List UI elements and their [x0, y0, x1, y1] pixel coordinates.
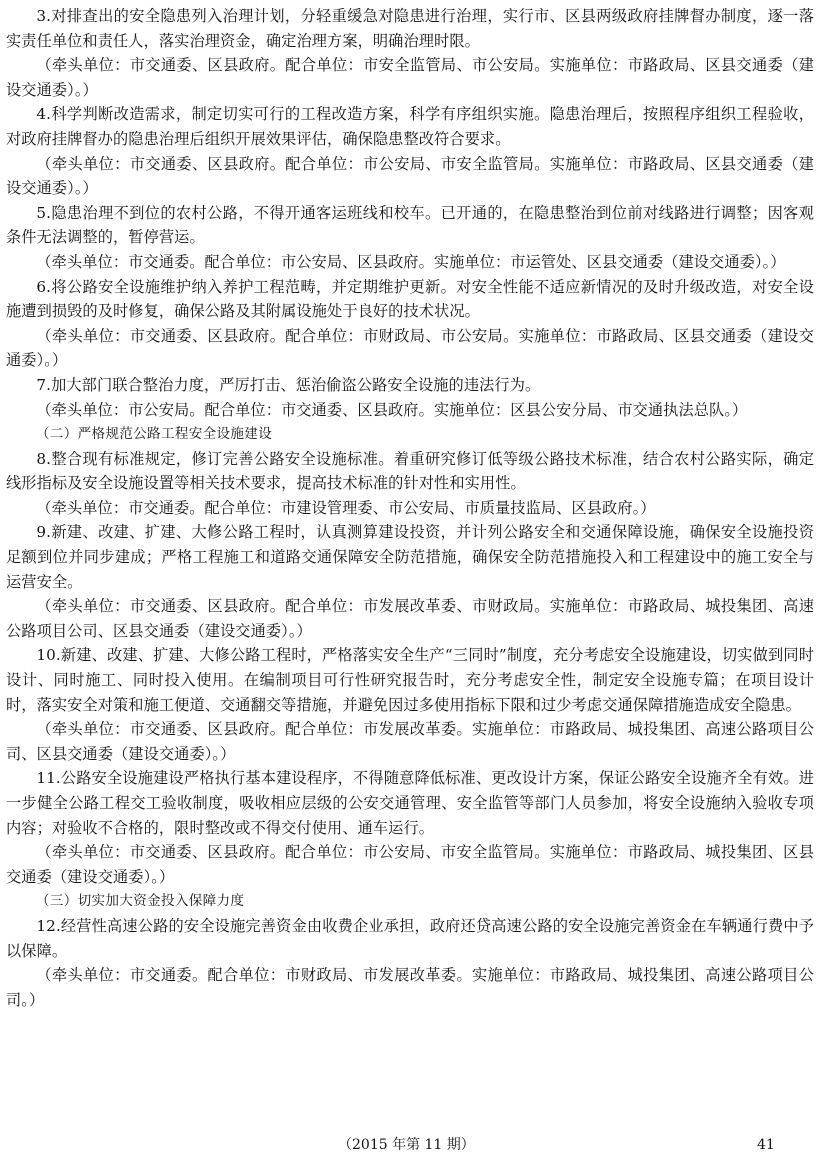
body-paragraph: （牵头单位：市交通委。配合单位：市公安局、区县政府。实施单位：市运管处、区县交通委（建设交通委）。）	[36, 252, 786, 271]
body-paragraph: （牵头单位：市交通委、区县政府。配合单位：市发展改革委、市财政局。实施单位：市路政局、城投集团、高速公路项目公司、区县交通委（建设交通委）。）	[6, 597, 814, 640]
page-number: 41	[757, 1137, 775, 1153]
document-body	[6, 4, 814, 1012]
issue-label: （2015 年第 11 期）	[338, 1137, 475, 1153]
body-paragraph: 12.经营性高速公路的安全设施完善资金由收费企业承担，政府还贷高速公路的安全设施完善资金在车辆通行费中予以保障。	[6, 916, 814, 960]
body-paragraph: 3.对排查出的安全隐患列入治理计划，分轻重缓急对隐患进行治理，实行市、区县两级政府挂牌督办制度，逐一落实责任单位和责任人，落实治理资金，确定治理方案，明确治理时限。	[6, 7, 814, 50]
body-paragraph: （牵头单位：市交通委、区县政府。配合单位：市安全监管局、市公安局。实施单位：市路政局、区县交通委（建设交通委）。）	[6, 56, 814, 99]
body-paragraph: （牵头单位：市交通委、区县政府。配合单位：市财政局、市公安局。实施单位：市路政局、区县交通委（建设交通委）。）	[6, 326, 814, 370]
body-paragraph: （牵头单位：市交通委、区县政府。配合单位：市公安局、市安全监管局。实施单位：市路政局、城投集团、区县交通委（建设交通委）。）	[6, 843, 814, 886]
body-paragraph: 6.将公路安全设施维护纳入养护工程范畴，并定期维护更新。对安全性能不适应新情况的及时升级改造，对安全设施遭到损毁的及时修复，确保公路及其附属设施处于良好的技术状况。	[6, 277, 814, 321]
body-paragraph: （牵头单位：市交通委、区县政府。配合单位：市公安局、市安全监管局。实施单位：市路政局、区县交通委（建设交通委）。）	[6, 154, 814, 198]
body-paragraph: 8.整合现有标准规定，修订完善公路安全设施标准。着重研究修订低等级公路技术标准，结合农村公路实际，确定线形指标及安全设施设置等相关技术要求，提高技术标准的针对性和实用性。	[6, 449, 814, 493]
page-footer	[0, 1134, 827, 1156]
section-subheading: （二）严格规范公路工程安全设施建设	[35, 426, 273, 443]
body-paragraph: 10.新建、改建、扩建、大修公路工程时，严格落实安全生产“三同时”制度，充分考虑安全设施建设，切实做到同时设计、同时施工、同时投入使用。在编制项目可行性研究报告时，充分考虑安全性，制定安全设施专篇；在项目设计时，落实安全对策和施工便道、交通翻交等措施，并避免因过多使用指标下限和过少考虑交通保障措施造成安全隐患。	[6, 646, 814, 714]
body-paragraph: 5.隐患治理不到位的农村公路，不得开通客运班线和校车。已开通的，在隐患整治到位前对线路进行调整；因客观条件无法调整的，暂停营运。	[6, 203, 814, 247]
body-paragraph: 9.新建、改建、扩建、大修公路工程时，认真测算建设投资，并计列公路安全和交通保障设施，确保安全设施投资足额到位并同步建成；严格工程施工和道路交通保障安全防范措施，确保安全防范措施投入和工程建设中的施工安全与运营安全。	[6, 523, 814, 591]
section-subheading: （三）切实加大资金投入保障力度	[35, 893, 245, 910]
body-paragraph: （牵头单位：市交通委。配合单位：市建设管理委、市公安局、市质量技监局、区县政府。）	[36, 498, 656, 517]
body-paragraph: （牵头单位：市交通委。配合单位：市财政局、市发展改革委。实施单位：市路政局、城投集团、高速公路项目公司。）	[6, 966, 814, 1009]
body-paragraph: （牵头单位：市交通委、区县政府。配合单位：市发展改革委。实施单位：市路政局、城投集团、高速公路项目公司、区县交通委（建设交通委）。）	[6, 720, 814, 763]
body-paragraph: 11.公路安全设施建设严格执行基本建设程序，不得随意降低标准、更改设计方案，保证公路安全设施齐全有效。进一步健全公路工程交工验收制度，吸收相应层级的公安交通管理、安全监管等部门人员参加，将安全设施纳入验收专项内容；对验收不合格的，限时整改或不得交付使用、通车运行。	[6, 769, 814, 837]
body-paragraph: （牵头单位：市公安局。配合单位：市交通委、区县政府。实施单位：区县公安分局、市交通执法总队。）	[36, 400, 748, 419]
body-paragraph: 7.加大部门联合整治力度，严厉打击、惩治偷盗公路安全设施的违法行为。	[36, 375, 541, 394]
body-paragraph: 4.科学判断改造需求，制定切实可行的工程改造方案，科学有序组织实施。隐患治理后，按照程序组织工程验收，对政府挂牌督办的隐患治理后组织开展效果评估，确保隐患整改符合要求。	[6, 105, 814, 148]
